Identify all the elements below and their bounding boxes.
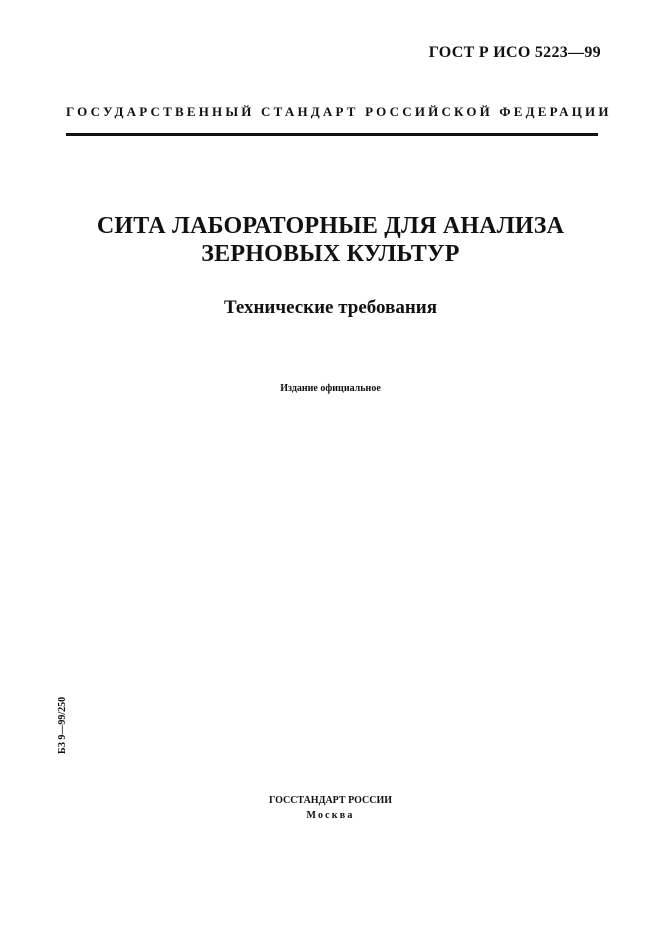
document-number: ГОСТ Р ИСО 5223—99: [428, 44, 601, 61]
header-divider: [66, 133, 598, 136]
page-subtitle: Технические требования: [223, 297, 438, 318]
page-title: [0, 212, 661, 268]
side-code: БЗ 9—99/250: [57, 696, 68, 754]
edition-note: Издание официальное: [280, 383, 381, 394]
publisher: ГОССТАНДАРТ РОССИИ: [268, 795, 393, 806]
page-title-line-2: ЗЕРНОВЫХ КУЛЬТУР: [201, 241, 460, 267]
page-title-line-1: СИТА ЛАБОРАТОРНЫЕ ДЛЯ АНАЛИЗА: [96, 213, 565, 239]
publication-city: Москва: [306, 810, 355, 821]
state-standard-heading: ГОСУДАРСТВЕННЫЙ СТАНДАРТ РОССИЙСКОЙ ФЕДЕРАЦИИ: [66, 104, 612, 119]
